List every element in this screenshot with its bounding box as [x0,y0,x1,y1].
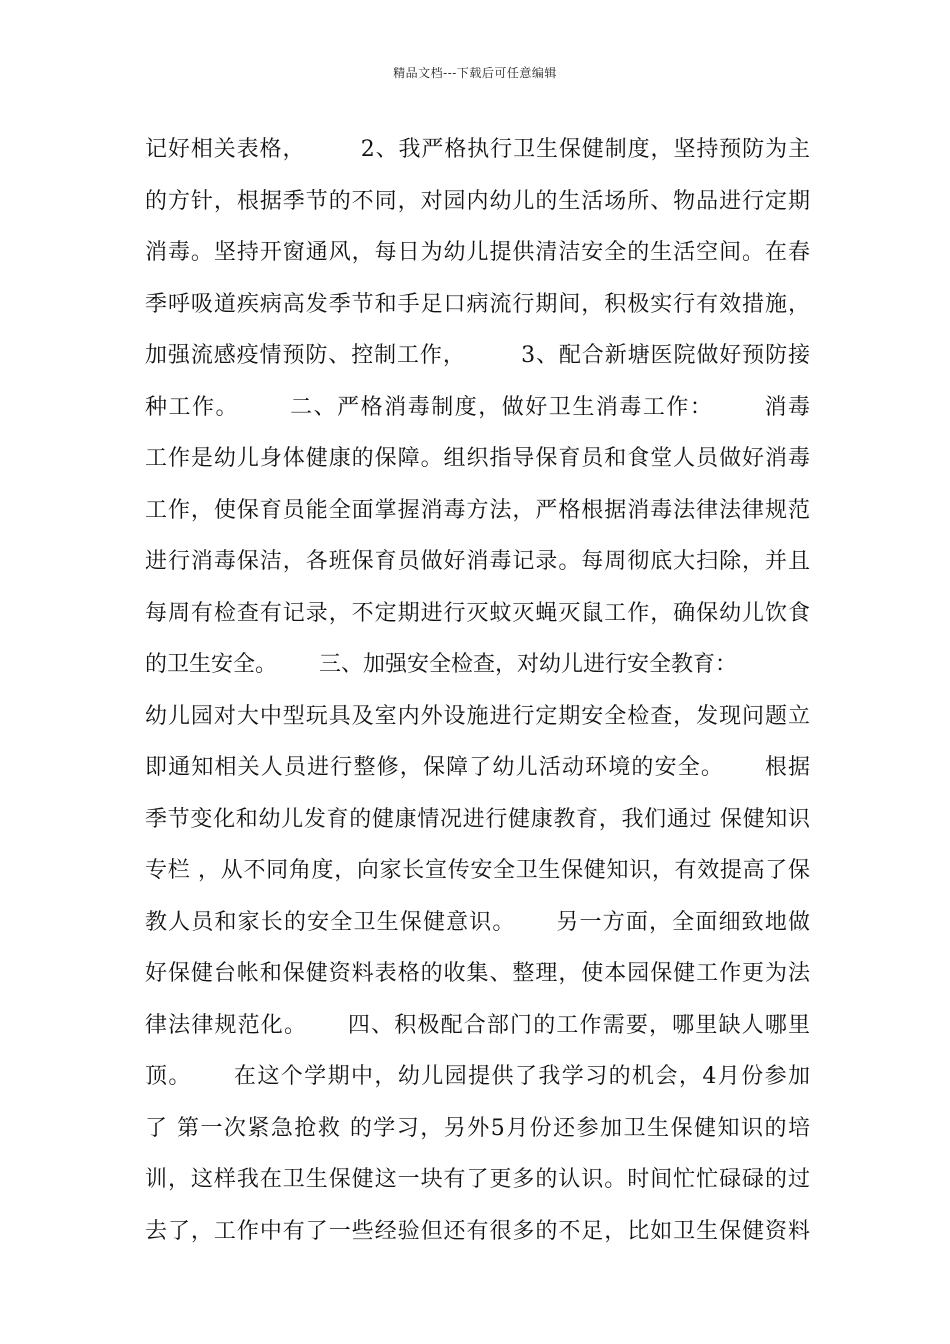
text-line-13: 即通知相关人员进行整修，保障了幼儿活动环境的安全。 根据 [145,755,810,780]
text-line-14: 季节变化和幼儿发育的健康情况进行健康教育，我们通过 保健知识 [145,806,810,832]
text-line-12: 幼儿园对大中型玩具及室内外设施进行定期安全检查，发现问题立 [145,703,810,729]
text-line-21: 训，这样我在卫生保健这一块有了更多的认识。时间忙忙碌碌的过 [145,1167,810,1192]
text-line-2: 的方针，根据季节的不同，对园内幼儿的生活场所、物品进行定期 [145,188,810,214]
text-line-7: 工作是幼儿身体健康的保障。组织指导保育员和食堂人员做好消毒 [145,446,810,471]
text-line-19: 顶。 在这个学期中，幼儿园提供了我学习的机会，4月份参加 [145,1064,810,1089]
text-line-6: 种工作。 二、严格消毒制度，做好卫生消毒工作： 消毒 [145,394,810,420]
text-line-1: 记好相关表格， 2、我严格执行卫生保健制度，坚持预防为主 [145,137,810,162]
text-line-22: 去了，工作中有了一些经验但还有很多的不足，比如卫生保健资料 [145,1218,810,1244]
text-line-3: 消毒。坚持开窗通风，每日为幼儿提供清洁安全的生活空间。在春 [145,240,810,265]
text-line-4: 季呼吸道疾病高发季节和手足口病流行期间，积极实行有效措施， [145,291,810,317]
document-body [145,130,810,1263]
text-line-10: 每周有检查有记录，不定期进行灭蚊灭蝇灭鼠工作，确保幼儿饮食 [145,600,810,626]
text-line-8: 工作，使保育员能全面掌握消毒方法，严格根据消毒法律法律规范 [145,497,810,523]
text-line-11: 的卫生安全。 三、加强安全检查，对幼儿进行安全教育： [145,652,737,677]
text-line-5: 加强流感疫情预防、控制工作， 3、配合新塘医院做好预防接 [145,343,810,368]
text-line-20: 了 第一次紧急抢救 的学习，另外5月份还参加卫生保健知识的培 [145,1115,810,1141]
text-line-17: 好保健台帐和保健资料表格的收集、整理，使本园保健工作更为法 [145,961,810,986]
text-line-15: 专栏 ，从不同角度，向家长宣传安全卫生保健知识，有效提高了保 [145,858,810,883]
page-header: 精品文档---下载后可任意编辑 [393,66,557,80]
text-line-9: 进行消毒保洁，各班保育员做好消毒记录。每周彻底大扫除，并且 [145,549,810,574]
text-line-16: 教人员和家长的安全卫生保健意识。 另一方面，全面细致地做 [145,909,810,935]
text-line-18: 律法律规范化。 四、积极配合部门的工作需要，哪里缺人哪里 [145,1012,810,1038]
